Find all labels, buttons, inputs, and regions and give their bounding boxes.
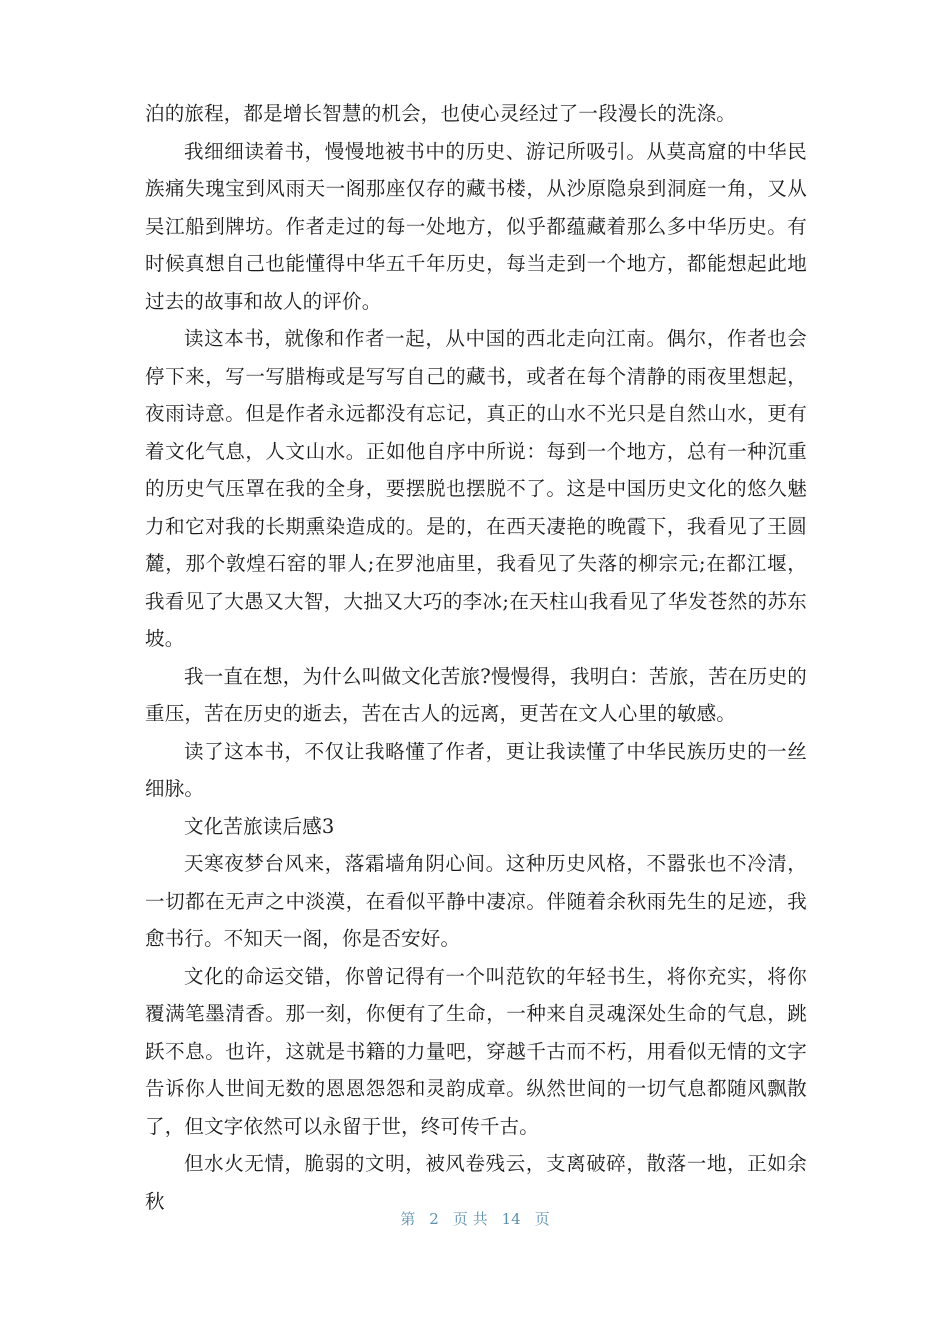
paragraph: 天寒夜梦台风来，落霜墙角阴心间。这种历史风格，不嚣张也不冷清，一切都在无声之中淡漠，在看似平静中凄凉。伴随着余秋雨先生的足迹，我愈书行。不知天一阁，你是否安好。 <box>145 852 807 950</box>
footer-total-pages: 14 <box>501 1210 521 1228</box>
footer-page-number: 2 <box>429 1210 439 1228</box>
footer-prefix: 第 <box>400 1210 416 1228</box>
paragraph-continuation: 泊的旅程，都是增长智慧的机会，也使心灵经过了一段漫长的洗涤。 <box>145 102 737 125</box>
paragraph: 读了这本书，不仅让我略懂了作者，更让我读懂了中华民族历史的一丝细脉。 <box>145 739 807 800</box>
paragraph: 我细细读着书，慢慢地被书中的历史、游记所吸引。从莫高窟的中华民族痛失瑰宝到风雨天一阁那座仅存的藏书楼，从沙原隐泉到洞庭一角，又从吴江船到牌坊。作者走过的每一处地方，似乎都蕴藏着那么多中华历史。有时候真想自己也能懂得中华五千年历史，每当走到一个地方，都能想起此地过去的故事和故人的评价。 <box>145 139 807 313</box>
paragraph: 文化的命运交错，你曾记得有一个叫范钦的年轻书生，将你充实，将你覆满笔墨清香。那一刻，你便有了生命，一种来自灵魂深处生命的气息，跳跃不息。也许，这就是书籍的力量吧，穿越千古而不朽，用看似无情的文字告诉你人世间无数的恩恩怨怨和灵韵成章。纵然世间的一切气息都随风飘散了，但文字依然可以永留于世，终可传千古。 <box>145 964 807 1138</box>
paragraph: 我一直在想，为什么叫做文化苦旅?慢慢得，我明白：苦旅，苦在历史的重压，苦在历史的逝去，苦在古人的远离，更苦在文人心里的敏感。 <box>145 664 807 725</box>
section-heading: 文化苦旅读后感3 <box>184 814 335 838</box>
page-footer <box>0 1208 950 1229</box>
paragraph: 但水火无情，脆弱的文明，被风卷残云，支离破碎，散落一地，正如余秋 <box>145 1152 807 1213</box>
paragraph: 读这本书，就像和作者一起，从中国的西北走向江南。偶尔，作者也会停下来，写一写腊梅或是写写自己的藏书，或者在每个清静的雨夜里想起，夜雨诗意。但是作者永远都没有忘记，真正的山水不光只是自然山水，更有着文化气息，人文山水。正如他自序中所说：每到一个地方，总有一种沉重的历史气压罩在我的全身，要摆脱也摆脱不了。这是中国历史文化的悠久魅力和它对我的长期熏染造成的。是的，在西天凄艳的晚霞下，我看见了王圆麓，那个敦煌石窑的罪人;在罗池庙里，我看见了失落的柳宗元;在都江堰，我看见了大愚又大智，大拙又大巧的李冰;在天柱山我看见了华发苍然的苏东坡。 <box>145 327 807 650</box>
document-body <box>145 95 807 1220</box>
footer-middle: 页 共 <box>452 1210 488 1228</box>
footer-suffix: 页 <box>534 1210 550 1228</box>
